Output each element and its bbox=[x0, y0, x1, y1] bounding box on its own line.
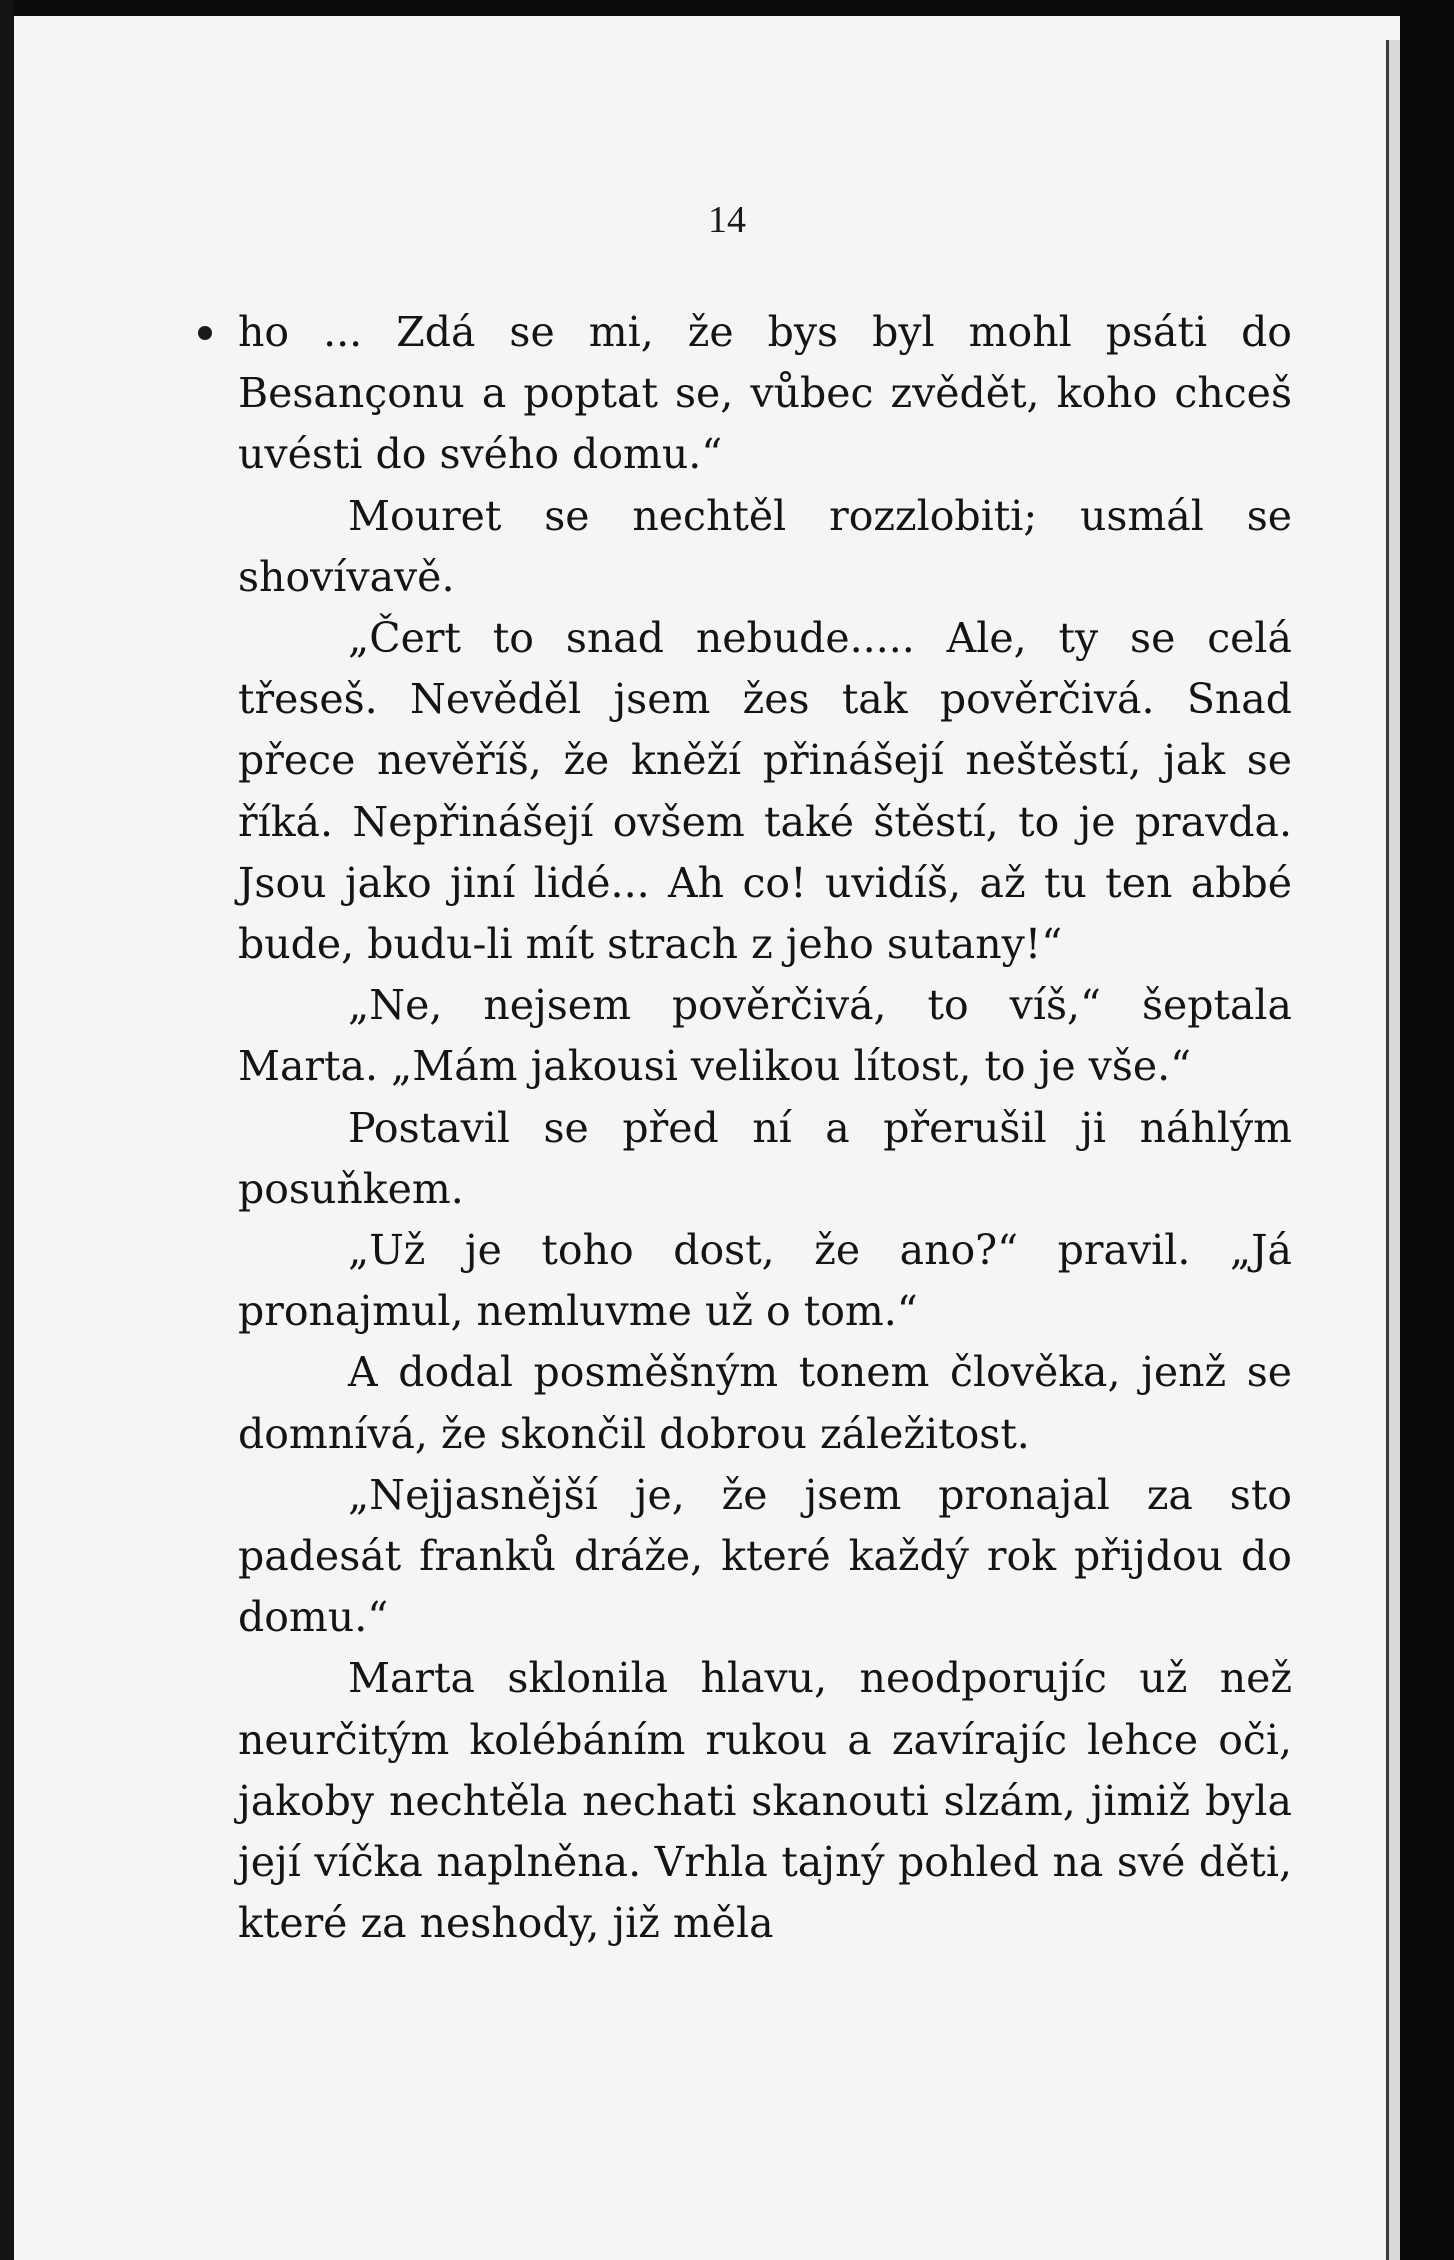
paragraph: „Ne, nejsem pověrčivá, to víš,“ šeptala Marta. „Mám jakousi velikou lítost, to je vše.“ bbox=[238, 981, 1292, 1091]
book-spine-edge bbox=[1386, 40, 1401, 2260]
page-number: 14 bbox=[708, 199, 746, 241]
paragraph: Marta sklonila hlavu, neodporujíc už než neurčitým kolébáním rukou a zavírajíc lehce oči, jakoby nechtěla nechati skanouti slzám, jimiž byla její víčka naplněna. Vrhla tajný pohled na své děti, které za neshody, již měla bbox=[238, 1654, 1292, 1948]
scan-border-right bbox=[1400, 0, 1454, 2260]
body-text bbox=[238, 302, 1292, 1954]
paragraph: Mouret se nechtěl rozzlobiti; usmál se shovívavě. bbox=[238, 491, 1292, 601]
paragraph: A dodal posměšným tonem člověka, jenž se domnívá, že skončil dobrou záležitost. bbox=[238, 1348, 1292, 1458]
scan-border-top bbox=[0, 0, 1454, 16]
paragraph: „Už je toho dost, že ano?“ pravil. „Já pronajmul, nemluvme už o tom.“ bbox=[238, 1226, 1292, 1336]
scan-border-left bbox=[0, 0, 14, 2260]
paragraph: „Nejjasnější je, že jsem pronajal za sto padesát franků dráže, které každý rok přijdou do domu.“ bbox=[238, 1470, 1292, 1642]
paragraph: ho ... Zdá se mi, že bys byl mohl psáti do Besançonu a poptat se, vůbec zvědět, koho chceš uvésti do svého domu.“ bbox=[238, 308, 1292, 479]
margin-mark-icon bbox=[198, 326, 212, 340]
paragraph: „Čert to snad nebude..... Ale, ty se celá třeseš. Nevěděl jsem žes tak pověrčivá. Snad přece nevěříš, že kněží přinášejí neštěstí, jak se říká. Nepřinášejí ovšem také štěstí, to je pravda. Jsou jako jiní lidé... Ah co! uvidíš, až tu ten abbé bude, budu-li mít strach z jeho sutany!“ bbox=[238, 614, 1292, 969]
paragraph: Postavil se před ní a přerušil ji náhlým posuňkem. bbox=[238, 1103, 1292, 1213]
